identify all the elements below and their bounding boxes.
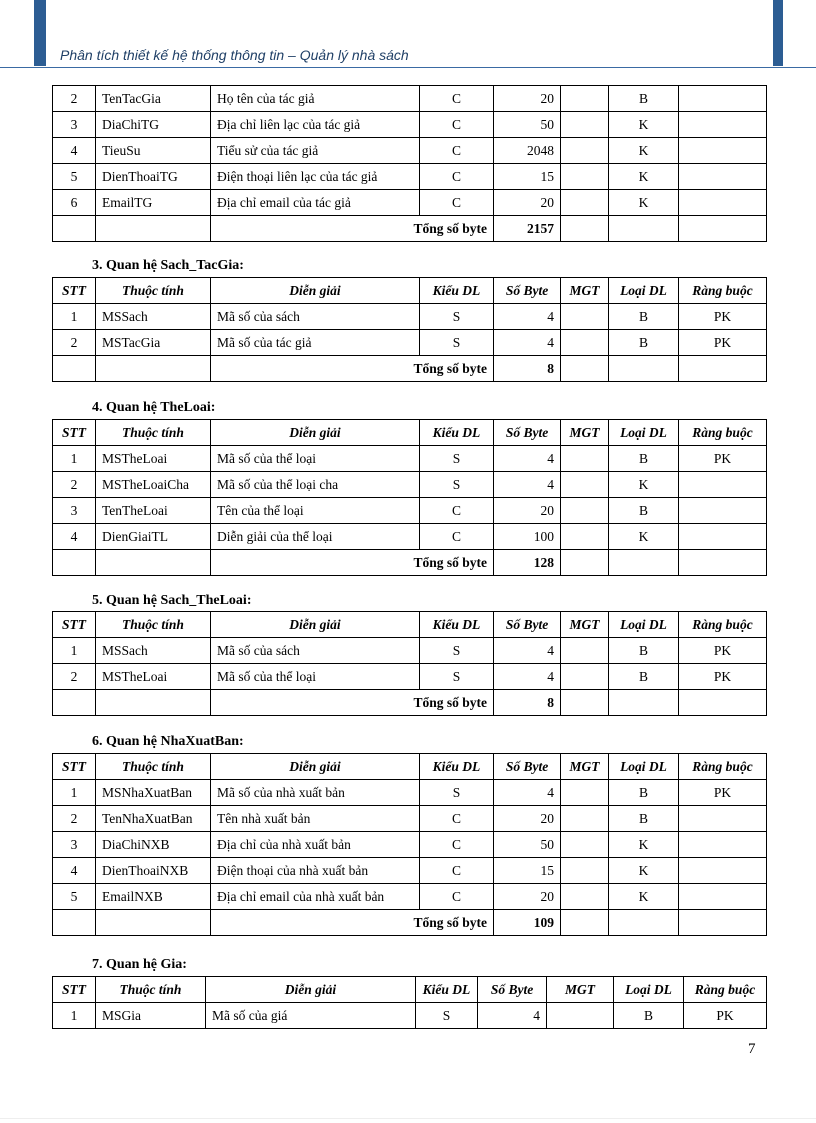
- total-value: 2157: [494, 216, 561, 242]
- table-cell: Tên nhà xuất bản: [211, 806, 420, 832]
- column-header: Diễn giải: [211, 612, 420, 638]
- table-cell: 4: [478, 1003, 547, 1029]
- table-header-row: [53, 612, 767, 638]
- table-cell: Mã số của thể loại cha: [211, 472, 420, 498]
- total-label: Tổng số byte: [211, 356, 494, 382]
- table-cell: [561, 884, 609, 910]
- table-cell: 20: [494, 498, 561, 524]
- table-cell: Họ tên của tác giả: [211, 86, 420, 112]
- table-cell: K: [609, 164, 679, 190]
- column-header: Ràng buộc: [679, 420, 767, 446]
- table-cell: 1: [53, 446, 96, 472]
- total-label: Tổng số byte: [211, 550, 494, 576]
- table-row: [53, 138, 767, 164]
- table-cell: Mã số của tác giả: [211, 330, 420, 356]
- table-cell: [679, 498, 767, 524]
- total-value: 109: [494, 910, 561, 936]
- page-number: 7: [748, 1041, 756, 1057]
- table-cell: TenTheLoai: [96, 498, 211, 524]
- column-header: Thuộc tính: [96, 278, 211, 304]
- table-row: [53, 858, 767, 884]
- total-row: [53, 550, 767, 576]
- table-cell: 4: [53, 524, 96, 550]
- table-cell: 100: [494, 524, 561, 550]
- table-cell: B: [609, 638, 679, 664]
- table-row: [53, 806, 767, 832]
- table-sach-tacgia: [52, 277, 767, 382]
- table-cell: [561, 498, 609, 524]
- column-header: Ràng buộc: [679, 612, 767, 638]
- table-cell: K: [609, 884, 679, 910]
- table-cell: C: [420, 190, 494, 216]
- table-cell: [561, 472, 609, 498]
- table-cell: [561, 216, 609, 242]
- table-cell: [609, 216, 679, 242]
- table-cell: [53, 550, 96, 576]
- table-cell: [679, 164, 767, 190]
- table-cell: EmailNXB: [96, 884, 211, 910]
- column-header: Kiểu DL: [420, 612, 494, 638]
- table-cell: [561, 112, 609, 138]
- table-cell: Mã số của sách: [211, 304, 420, 330]
- table-cell: MSTheLoaiCha: [96, 472, 211, 498]
- table-cell: C: [420, 884, 494, 910]
- table-row: [53, 304, 767, 330]
- table-cell: [679, 524, 767, 550]
- table-cell: 20: [494, 884, 561, 910]
- table-cell: [561, 190, 609, 216]
- table-cell: 1: [53, 780, 96, 806]
- column-header: Thuộc tính: [96, 977, 206, 1003]
- table-cell: Địa chỉ email của tác giả: [211, 190, 420, 216]
- table-theloai: [52, 419, 767, 576]
- table-cell: [561, 446, 609, 472]
- header-divider: [0, 67, 816, 68]
- table-cell: C: [420, 832, 494, 858]
- table-cell: S: [420, 638, 494, 664]
- table-cell: [561, 910, 609, 936]
- column-header: Số Byte: [494, 420, 561, 446]
- table-cell: 4: [494, 330, 561, 356]
- table-cell: [679, 216, 767, 242]
- column-header: Diễn giải: [211, 754, 420, 780]
- table-cell: [609, 910, 679, 936]
- column-header: Diễn giải: [211, 278, 420, 304]
- table-cell: DiaChiTG: [96, 112, 211, 138]
- table-cell: [679, 86, 767, 112]
- table-cell: Mã số của sách: [211, 638, 420, 664]
- table-cell: TenTacGia: [96, 86, 211, 112]
- column-header: Loại DL: [609, 754, 679, 780]
- table-cell: 2: [53, 330, 96, 356]
- table-cell: MSGia: [96, 1003, 206, 1029]
- column-header: Diễn giải: [211, 420, 420, 446]
- column-header: Số Byte: [494, 754, 561, 780]
- table-cell: [96, 356, 211, 382]
- table-cell: B: [614, 1003, 684, 1029]
- table-cell: [53, 690, 96, 716]
- table-cell: 4: [494, 304, 561, 330]
- table-cell: [679, 356, 767, 382]
- table-cell: B: [609, 304, 679, 330]
- table-cell: 50: [494, 112, 561, 138]
- table-cell: DienThoaiNXB: [96, 858, 211, 884]
- column-header: Kiểu DL: [420, 278, 494, 304]
- table-cell: Điện thoại của nhà xuất bản: [211, 858, 420, 884]
- column-header: Kiểu DL: [420, 754, 494, 780]
- table-cell: S: [420, 664, 494, 690]
- table-row: [53, 86, 767, 112]
- table-cell: MSTacGia: [96, 330, 211, 356]
- table-header-row: [53, 977, 767, 1003]
- column-header: MGT: [547, 977, 614, 1003]
- table-gia: [52, 976, 767, 1029]
- total-row: [53, 216, 767, 242]
- table-cell: [679, 806, 767, 832]
- column-header: Kiểu DL: [416, 977, 478, 1003]
- table-cell: [561, 806, 609, 832]
- table-cell: 20: [494, 190, 561, 216]
- total-label: Tổng số byte: [211, 910, 494, 936]
- header-accent-right: [773, 0, 783, 66]
- column-header: MGT: [561, 754, 609, 780]
- table-cell: [561, 524, 609, 550]
- table-cell: C: [420, 164, 494, 190]
- table-cell: 3: [53, 498, 96, 524]
- table-cell: MSNhaXuatBan: [96, 780, 211, 806]
- table-row: [53, 112, 767, 138]
- table-cell: PK: [684, 1003, 767, 1029]
- table-cell: B: [609, 446, 679, 472]
- table-cell: DiaChiNXB: [96, 832, 211, 858]
- table-cell: [53, 356, 96, 382]
- table-cell: PK: [679, 446, 767, 472]
- table-cell: [561, 550, 609, 576]
- table-cell: [609, 550, 679, 576]
- table-cell: S: [420, 304, 494, 330]
- table-cell: MSSach: [96, 638, 211, 664]
- table-cell: K: [609, 832, 679, 858]
- section-title-theloai: 4. Quan hệ TheLoai:: [92, 400, 216, 415]
- column-header: STT: [53, 977, 96, 1003]
- table-cell: C: [420, 498, 494, 524]
- column-header: Thuộc tính: [96, 754, 211, 780]
- table-cell: 2048: [494, 138, 561, 164]
- total-row: [53, 910, 767, 936]
- table-cell: [53, 910, 96, 936]
- section-title-nhaxuatban: 6. Quan hệ NhaXuatBan:: [92, 734, 244, 749]
- table-cell: [679, 884, 767, 910]
- table-cell: Địa chỉ email của nhà xuất bản: [211, 884, 420, 910]
- table-cell: S: [420, 472, 494, 498]
- table-tacgia: [52, 85, 767, 242]
- table-cell: C: [420, 112, 494, 138]
- table-nhaxuatban: [52, 753, 767, 936]
- table-cell: 2: [53, 664, 96, 690]
- table-header-row: [53, 420, 767, 446]
- table-cell: [561, 638, 609, 664]
- column-header: Loại DL: [609, 278, 679, 304]
- table-cell: 4: [494, 664, 561, 690]
- table-cell: [561, 664, 609, 690]
- column-header: Số Byte: [478, 977, 547, 1003]
- table-cell: MSTheLoai: [96, 446, 211, 472]
- table-cell: C: [420, 806, 494, 832]
- table-cell: [609, 356, 679, 382]
- section-title-sach-tacgia: 3. Quan hệ Sach_TacGia:: [92, 258, 244, 273]
- table-cell: [96, 216, 211, 242]
- column-header: STT: [53, 278, 96, 304]
- table-cell: K: [609, 112, 679, 138]
- table-cell: Địa chỉ của nhà xuất bản: [211, 832, 420, 858]
- table-cell: Diễn giải của thể loại: [211, 524, 420, 550]
- table-cell: 4: [53, 138, 96, 164]
- table-cell: 4: [494, 638, 561, 664]
- table-cell: 5: [53, 884, 96, 910]
- table-cell: [561, 304, 609, 330]
- table-cell: [547, 1003, 614, 1029]
- table-cell: EmailTG: [96, 190, 211, 216]
- table-cell: C: [420, 138, 494, 164]
- table-cell: [561, 780, 609, 806]
- column-header: MGT: [561, 278, 609, 304]
- table-header-row: [53, 278, 767, 304]
- column-header: Số Byte: [494, 278, 561, 304]
- table-cell: [96, 690, 211, 716]
- table-row: [53, 446, 767, 472]
- table-cell: [679, 472, 767, 498]
- table-cell: [561, 858, 609, 884]
- table-cell: B: [609, 330, 679, 356]
- total-value: 8: [494, 690, 561, 716]
- table-cell: [679, 190, 767, 216]
- column-header: Thuộc tính: [96, 420, 211, 446]
- table-cell: PK: [679, 664, 767, 690]
- table-cell: PK: [679, 638, 767, 664]
- table-row: [53, 524, 767, 550]
- column-header: MGT: [561, 420, 609, 446]
- table-row: [53, 664, 767, 690]
- table-cell: K: [609, 190, 679, 216]
- total-label: Tổng số byte: [211, 216, 494, 242]
- table-cell: K: [609, 524, 679, 550]
- table-row: [53, 472, 767, 498]
- section-title-sach-theloai: 5. Quan hệ Sach_TheLoai:: [92, 593, 252, 608]
- page-header-title: Phân tích thiết kế hệ thống thông tin – Quản lý nhà sách: [60, 47, 409, 63]
- table-cell: TieuSu: [96, 138, 211, 164]
- table-cell: 4: [494, 446, 561, 472]
- column-header: Loại DL: [614, 977, 684, 1003]
- table-cell: S: [416, 1003, 478, 1029]
- table-cell: 1: [53, 304, 96, 330]
- table-cell: [53, 216, 96, 242]
- table-header-row: [53, 754, 767, 780]
- column-header: Diễn giải: [206, 977, 416, 1003]
- table-cell: PK: [679, 304, 767, 330]
- table-cell: 3: [53, 112, 96, 138]
- table-cell: [679, 112, 767, 138]
- table-cell: [679, 910, 767, 936]
- table-cell: Mã số của thể loại: [211, 664, 420, 690]
- table-sach-theloai: [52, 611, 767, 716]
- table-cell: Mã số của giá: [206, 1003, 416, 1029]
- table-cell: 4: [494, 472, 561, 498]
- header-accent-left: [34, 0, 46, 66]
- table-cell: [96, 550, 211, 576]
- table-cell: 15: [494, 164, 561, 190]
- table-cell: K: [609, 858, 679, 884]
- column-header: MGT: [561, 612, 609, 638]
- table-cell: 6: [53, 190, 96, 216]
- table-cell: 20: [494, 86, 561, 112]
- table-cell: PK: [679, 780, 767, 806]
- total-row: [53, 690, 767, 716]
- table-cell: C: [420, 86, 494, 112]
- table-cell: 20: [494, 806, 561, 832]
- total-label: Tổng số byte: [211, 690, 494, 716]
- column-header: Ràng buộc: [684, 977, 767, 1003]
- table-cell: [679, 690, 767, 716]
- table-row: [53, 638, 767, 664]
- table-cell: [96, 910, 211, 936]
- column-header: Loại DL: [609, 612, 679, 638]
- table-row: [53, 884, 767, 910]
- table-row: [53, 780, 767, 806]
- table-cell: TenNhaXuatBan: [96, 806, 211, 832]
- table-row: [53, 190, 767, 216]
- table-cell: 50: [494, 832, 561, 858]
- column-header: Thuộc tính: [96, 612, 211, 638]
- table-cell: [561, 138, 609, 164]
- table-cell: [679, 832, 767, 858]
- table-cell: 4: [494, 780, 561, 806]
- table-row: [53, 832, 767, 858]
- column-header: Ràng buộc: [679, 754, 767, 780]
- table-cell: DienGiaiTL: [96, 524, 211, 550]
- table-cell: K: [609, 472, 679, 498]
- table-cell: C: [420, 858, 494, 884]
- table-cell: B: [609, 806, 679, 832]
- table-cell: 2: [53, 472, 96, 498]
- table-row: [53, 330, 767, 356]
- table-cell: Mã số của thể loại: [211, 446, 420, 472]
- total-value: 8: [494, 356, 561, 382]
- table-cell: 2: [53, 806, 96, 832]
- table-cell: 15: [494, 858, 561, 884]
- table-cell: 5: [53, 164, 96, 190]
- table-cell: B: [609, 498, 679, 524]
- table-cell: Tiểu sử của tác giả: [211, 138, 420, 164]
- table-cell: S: [420, 446, 494, 472]
- column-header: STT: [53, 420, 96, 446]
- table-cell: [679, 138, 767, 164]
- table-cell: 4: [53, 858, 96, 884]
- table-cell: Mã số của nhà xuất bản: [211, 780, 420, 806]
- column-header: Ràng buộc: [679, 278, 767, 304]
- column-header: Kiểu DL: [420, 420, 494, 446]
- column-header: STT: [53, 754, 96, 780]
- table-cell: [561, 690, 609, 716]
- table-cell: 1: [53, 1003, 96, 1029]
- table-cell: 3: [53, 832, 96, 858]
- column-header: STT: [53, 612, 96, 638]
- table-cell: [561, 832, 609, 858]
- table-cell: B: [609, 780, 679, 806]
- total-row: [53, 356, 767, 382]
- table-cell: [561, 86, 609, 112]
- table-cell: K: [609, 138, 679, 164]
- table-row: [53, 1003, 767, 1029]
- table-cell: [561, 330, 609, 356]
- table-cell: Địa chỉ liên lạc của tác giả: [211, 112, 420, 138]
- table-cell: [679, 858, 767, 884]
- table-cell: 2: [53, 86, 96, 112]
- column-header: Số Byte: [494, 612, 561, 638]
- table-cell: [609, 690, 679, 716]
- table-cell: Điện thoại liên lạc của tác giả: [211, 164, 420, 190]
- table-cell: DienThoaiTG: [96, 164, 211, 190]
- footer-divider: [0, 1118, 816, 1119]
- section-title-gia: 7. Quan hệ Gia:: [92, 957, 187, 972]
- table-cell: 1: [53, 638, 96, 664]
- table-cell: PK: [679, 330, 767, 356]
- table-cell: [679, 550, 767, 576]
- table-cell: S: [420, 780, 494, 806]
- table-cell: [561, 164, 609, 190]
- table-cell: B: [609, 86, 679, 112]
- column-header: Loại DL: [609, 420, 679, 446]
- table-cell: C: [420, 524, 494, 550]
- table-cell: [561, 356, 609, 382]
- table-cell: B: [609, 664, 679, 690]
- table-row: [53, 498, 767, 524]
- table-cell: S: [420, 330, 494, 356]
- total-value: 128: [494, 550, 561, 576]
- table-row: [53, 164, 767, 190]
- table-cell: MSSach: [96, 304, 211, 330]
- table-cell: Tên của thể loại: [211, 498, 420, 524]
- table-cell: MSTheLoai: [96, 664, 211, 690]
